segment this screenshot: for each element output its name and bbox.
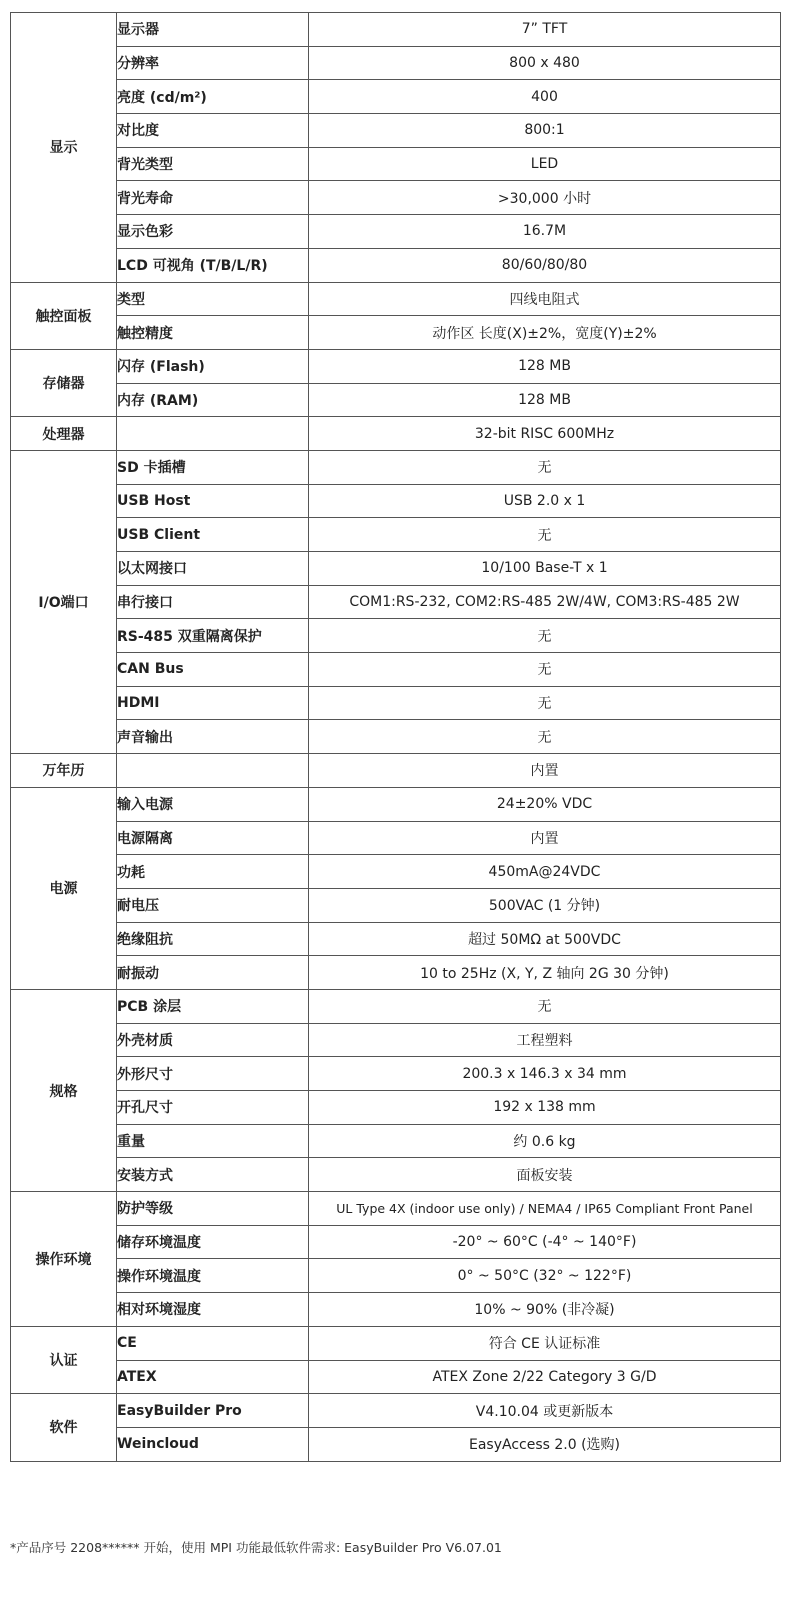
section-header: 软件 <box>11 1394 117 1461</box>
section-header: 处理器 <box>11 417 117 451</box>
spec-label: USB Host <box>117 484 309 518</box>
table-row <box>11 922 781 956</box>
spec-value: 32-bit RISC 600MHz <box>309 417 781 451</box>
spec-value: 0° ~ 50°C (32° ~ 122°F) <box>309 1259 781 1293</box>
table-row <box>11 147 781 181</box>
spec-label: 显示色彩 <box>117 215 309 249</box>
spec-label: 亮度 (cd/m²) <box>117 80 309 114</box>
spec-label: 内存 (RAM) <box>117 383 309 417</box>
table-row <box>11 821 781 855</box>
spec-value: 动作区 长度(X)±2%，宽度(Y)±2% <box>309 316 781 350</box>
table-row <box>11 1057 781 1091</box>
table-row <box>11 1225 781 1259</box>
spec-label: 闪存 (Flash) <box>117 349 309 383</box>
spec-value: 24±20% VDC <box>309 787 781 821</box>
spec-label: USB Client <box>117 518 309 552</box>
section-header: 显示 <box>11 13 117 283</box>
spec-value: 无 <box>309 450 781 484</box>
table-row <box>11 989 781 1023</box>
spec-value: 符合 CE 认证标准 <box>309 1326 781 1360</box>
spec-value: 400 <box>309 80 781 114</box>
table-row <box>11 1158 781 1192</box>
spec-label: 相对环境湿度 <box>117 1293 309 1327</box>
spec-value: 450mA@24VDC <box>309 855 781 889</box>
spec-label <box>117 417 309 451</box>
table-row <box>11 1360 781 1394</box>
spec-value: 128 MB <box>309 383 781 417</box>
spec-value: 无 <box>309 989 781 1023</box>
spec-label: PCB 涂层 <box>117 989 309 1023</box>
spec-value: 四线电阻式 <box>309 282 781 316</box>
spec-value: UL Type 4X (indoor use only) / NEMA4 / IP65 Compliant Front Panel <box>309 1192 781 1226</box>
table-row <box>11 349 781 383</box>
spec-label <box>117 754 309 788</box>
table-row <box>11 888 781 922</box>
spec-value: >30,000 小时 <box>309 181 781 215</box>
spec-value: 128 MB <box>309 349 781 383</box>
spec-label: ATEX <box>117 1360 309 1394</box>
spec-label: CE <box>117 1326 309 1360</box>
table-row <box>11 1326 781 1360</box>
spec-label: 开孔尺寸 <box>117 1091 309 1125</box>
spec-label: 输入电源 <box>117 787 309 821</box>
table-row <box>11 1394 781 1428</box>
spec-value: -20° ~ 60°C (-4° ~ 140°F) <box>309 1225 781 1259</box>
table-row <box>11 417 781 451</box>
spec-value: 约 0.6 kg <box>309 1124 781 1158</box>
spec-label: CAN Bus <box>117 653 309 687</box>
spec-label: Weincloud <box>117 1427 309 1461</box>
section-header: 万年历 <box>11 754 117 788</box>
section-header: 规格 <box>11 989 117 1191</box>
spec-value: 超过 50MΩ at 500VDC <box>309 922 781 956</box>
table-row <box>11 215 781 249</box>
spec-label: 重量 <box>117 1124 309 1158</box>
spec-label: 以太网接口 <box>117 552 309 586</box>
spec-value: 16.7M <box>309 215 781 249</box>
spec-label: 显示器 <box>117 13 309 47</box>
spec-label: 储存环境温度 <box>117 1225 309 1259</box>
section-header: 电源 <box>11 787 117 989</box>
spec-label: 对比度 <box>117 114 309 148</box>
spec-value: 192 x 138 mm <box>309 1091 781 1125</box>
table-row <box>11 720 781 754</box>
spec-value: 无 <box>309 686 781 720</box>
spec-value: 10/100 Base-T x 1 <box>309 552 781 586</box>
table-row <box>11 46 781 80</box>
spec-label: 操作环境温度 <box>117 1259 309 1293</box>
spec-value: USB 2.0 x 1 <box>309 484 781 518</box>
spec-value: 内置 <box>309 821 781 855</box>
table-row <box>11 518 781 552</box>
spec-label: 功耗 <box>117 855 309 889</box>
spec-label: 电源隔离 <box>117 821 309 855</box>
table-row <box>11 1091 781 1125</box>
table-row <box>11 1023 781 1057</box>
spec-label: 绝缘阻抗 <box>117 922 309 956</box>
spec-table <box>10 12 781 1462</box>
section-header: I/O端口 <box>11 450 117 753</box>
table-row <box>11 686 781 720</box>
spec-value: 500VAC (1 分钟) <box>309 888 781 922</box>
spec-value: 工程塑料 <box>309 1023 781 1057</box>
spec-label: 类型 <box>117 282 309 316</box>
spec-value: V4.10.04 或更新版本 <box>309 1394 781 1428</box>
spec-label: EasyBuilder Pro <box>117 1394 309 1428</box>
spec-label: 外壳材质 <box>117 1023 309 1057</box>
table-row <box>11 653 781 687</box>
table-row <box>11 855 781 889</box>
section-header: 触控面板 <box>11 282 117 349</box>
table-row <box>11 316 781 350</box>
spec-label: 防护等级 <box>117 1192 309 1226</box>
spec-label: 分辨率 <box>117 46 309 80</box>
spec-value: 无 <box>309 518 781 552</box>
spec-label: 安装方式 <box>117 1158 309 1192</box>
spec-value: ATEX Zone 2/22 Category 3 G/D <box>309 1360 781 1394</box>
table-row <box>11 114 781 148</box>
table-row <box>11 248 781 282</box>
spec-label: 耐振动 <box>117 956 309 990</box>
table-row <box>11 787 781 821</box>
spec-value: 10 to 25Hz (X, Y, Z 轴向 2G 30 分钟) <box>309 956 781 990</box>
spec-value: 800:1 <box>309 114 781 148</box>
spec-label: LCD 可视角 (T/B/L/R) <box>117 248 309 282</box>
spec-label: RS-485 双重隔离保护 <box>117 619 309 653</box>
table-row <box>11 619 781 653</box>
spec-value: 面板安装 <box>309 1158 781 1192</box>
table-row <box>11 1124 781 1158</box>
spec-label: SD 卡插槽 <box>117 450 309 484</box>
table-row <box>11 1192 781 1226</box>
spec-value: 无 <box>309 619 781 653</box>
spec-value: LED <box>309 147 781 181</box>
table-row <box>11 484 781 518</box>
spec-value: 800 x 480 <box>309 46 781 80</box>
spec-value: 80/60/80/80 <box>309 248 781 282</box>
spec-value: 无 <box>309 720 781 754</box>
spec-value: 内置 <box>309 754 781 788</box>
section-header: 存储器 <box>11 349 117 416</box>
table-row <box>11 450 781 484</box>
table-row <box>11 956 781 990</box>
table-row <box>11 1293 781 1327</box>
spec-label: HDMI <box>117 686 309 720</box>
spec-label: 声音输出 <box>117 720 309 754</box>
spec-label: 串行接口 <box>117 585 309 619</box>
spec-value: 7” TFT <box>309 13 781 47</box>
spec-value: 无 <box>309 653 781 687</box>
table-row <box>11 1427 781 1461</box>
table-row <box>11 13 781 47</box>
spec-value: COM1:RS-232, COM2:RS-485 2W/4W, COM3:RS-485 2W <box>309 585 781 619</box>
spec-table-body <box>11 13 781 1462</box>
table-row <box>11 181 781 215</box>
spec-value: 10% ~ 90% (非冷凝) <box>309 1293 781 1327</box>
spec-label: 外形尺寸 <box>117 1057 309 1091</box>
table-row <box>11 383 781 417</box>
table-row <box>11 282 781 316</box>
spec-label: 触控精度 <box>117 316 309 350</box>
table-row <box>11 552 781 586</box>
spec-label: 耐电压 <box>117 888 309 922</box>
table-row <box>11 1259 781 1293</box>
section-header: 操作环境 <box>11 1192 117 1327</box>
spec-label: 背光寿命 <box>117 181 309 215</box>
footnote: *产品序号 2208****** 开始，使用 MPI 功能最低软件需求: EasyBuilder Pro V6.07.01 <box>10 1540 502 1555</box>
table-row <box>11 585 781 619</box>
spec-value: 200.3 x 146.3 x 34 mm <box>309 1057 781 1091</box>
spec-label: 背光类型 <box>117 147 309 181</box>
section-header: 认证 <box>11 1326 117 1393</box>
table-row <box>11 754 781 788</box>
table-row <box>11 80 781 114</box>
spec-value: EasyAccess 2.0 (选购) <box>309 1427 781 1461</box>
